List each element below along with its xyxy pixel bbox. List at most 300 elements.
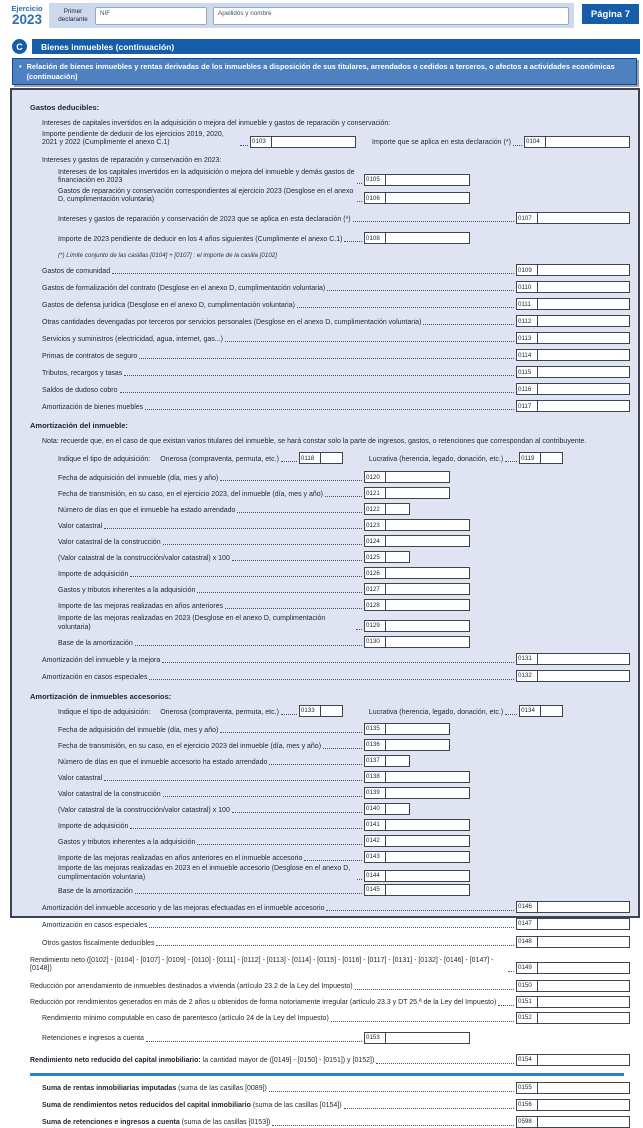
dotted-leader — [240, 145, 248, 146]
field-code: 0145 — [365, 885, 386, 895]
field-input[interactable] — [386, 584, 469, 594]
field-label — [42, 336, 223, 344]
field-box — [364, 803, 410, 815]
field-code: 0124 — [365, 536, 386, 546]
field-label-text: Amortización del inmueble accesorio y de las mejoras efectuadas en el inmueble accesorio — [42, 904, 325, 912]
form-row — [20, 957, 630, 974]
field-input[interactable] — [538, 401, 629, 411]
field-input[interactable] — [538, 213, 629, 223]
form-row — [20, 315, 630, 327]
field-label — [30, 1057, 374, 1065]
field-input[interactable] — [538, 1055, 629, 1065]
field-label — [58, 615, 354, 632]
form-row — [20, 400, 630, 412]
field-label — [42, 268, 110, 276]
field-box — [516, 1012, 630, 1024]
field-input[interactable] — [386, 175, 469, 185]
field-box — [516, 366, 630, 378]
form-row — [20, 503, 630, 515]
dotted-leader — [356, 629, 362, 630]
exercise-label: Ejercicio — [11, 4, 43, 13]
form-row — [20, 169, 630, 186]
field-input[interactable] — [386, 772, 469, 782]
field-label — [42, 1035, 144, 1043]
field-label-text: (Valor catastral de la construcción/valor catastral) x 100 — [58, 554, 230, 562]
field-label — [58, 523, 102, 531]
field-code: 0107 — [517, 213, 538, 223]
field-box — [516, 400, 630, 412]
dotted-leader — [237, 512, 362, 513]
section-divider — [30, 1073, 624, 1076]
field-code: 0141 — [365, 820, 386, 830]
field-input[interactable] — [538, 384, 629, 394]
field-label-text: Importe de adquisición — [58, 822, 129, 830]
dotted-leader — [269, 764, 362, 765]
field-label — [58, 216, 351, 224]
dotted-leader — [149, 679, 514, 680]
field-code: 0130 — [365, 637, 386, 647]
dotted-leader — [326, 910, 514, 911]
form-row — [20, 996, 630, 1008]
field-code: 0147 — [517, 919, 538, 929]
form-row — [20, 471, 630, 483]
field-input[interactable] — [538, 1100, 629, 1110]
dotted-leader — [162, 662, 514, 663]
field-input[interactable] — [386, 804, 409, 814]
field-input[interactable] — [386, 836, 469, 846]
field-input[interactable] — [386, 504, 409, 514]
field-box — [364, 870, 470, 882]
field-code: 0598 — [517, 1117, 538, 1127]
field-input[interactable] — [538, 981, 629, 991]
field-code: 0109 — [517, 265, 538, 275]
field-box — [299, 705, 343, 717]
field-code: 0110 — [517, 282, 538, 292]
dotted-leader — [353, 221, 514, 222]
field-label-text: Rendimiento mínimo computable en caso de parentesco (artículo 24 de la Ley del Impuesto) — [42, 1015, 329, 1023]
field-input[interactable] — [386, 852, 469, 862]
form-row — [20, 1054, 630, 1066]
form-row — [20, 787, 630, 799]
field-input[interactable] — [538, 282, 629, 292]
field-input[interactable] — [321, 453, 342, 463]
dotted-leader — [135, 645, 362, 646]
field-box — [364, 723, 450, 735]
field-code: 0139 — [365, 788, 386, 798]
form-row — [20, 366, 630, 378]
field-box — [364, 487, 450, 499]
dotted-leader — [104, 780, 362, 781]
field-code: 0126 — [365, 568, 386, 578]
field-code: 0103 — [251, 137, 272, 147]
field-input[interactable] — [538, 1117, 629, 1127]
field-code: 0143 — [365, 852, 386, 862]
field-label-text: Importe de 2023 pendiente de deducir en los 4 años siguientes (Cumplimente el anexo C.1) — [58, 235, 343, 243]
dotted-leader — [269, 1091, 514, 1092]
field-label-text: Importe de las mejoras realizadas en años anteriores — [58, 602, 223, 610]
dotted-leader — [513, 145, 522, 146]
field-input[interactable] — [538, 997, 629, 1007]
field-input[interactable] — [386, 600, 469, 610]
field-label — [42, 940, 154, 948]
declarant-strip — [49, 3, 574, 28]
field-label-text: (suma de las casillas [0154]) — [250, 1102, 342, 1110]
field-label — [42, 353, 137, 361]
field-label: Importe que se aplica en esta declaración (*) — [372, 139, 511, 147]
field-input[interactable] — [386, 740, 449, 750]
form-row — [20, 865, 630, 882]
field-box — [516, 212, 630, 224]
page-number-badge: Página 7 — [582, 4, 639, 24]
field-box — [364, 174, 470, 186]
form-row — [20, 723, 630, 735]
field-box — [519, 705, 563, 717]
field-input[interactable] — [386, 788, 469, 798]
form-row — [20, 851, 630, 863]
field-label — [58, 727, 218, 735]
dotted-leader — [130, 576, 362, 577]
field-input[interactable] — [538, 299, 629, 309]
form-row — [20, 653, 630, 665]
field-code: 0104 — [525, 137, 546, 147]
dotted-leader — [232, 812, 362, 813]
field-code: 0133 — [300, 706, 321, 716]
field-label — [58, 188, 355, 205]
field-code: 0134 — [520, 706, 541, 716]
form-row — [20, 383, 630, 395]
field-label — [42, 404, 143, 412]
field-box — [364, 535, 470, 547]
field-label-text: Amortización del inmueble y la mejora — [42, 656, 161, 664]
form-row — [20, 551, 630, 563]
field-label-text: Base de la amortización — [58, 887, 133, 895]
field-input[interactable] — [538, 265, 629, 275]
form-row — [20, 755, 630, 767]
field-label-text: Reducción por arrendamiento de inmuebles destinados a vivienda (artículo 23.2 de la Ley del Impuesto) — [30, 983, 353, 991]
section-heading — [20, 689, 630, 701]
field-box — [516, 936, 630, 948]
form-row — [20, 705, 630, 717]
field-input[interactable] — [386, 871, 469, 881]
dotted-leader — [498, 1005, 514, 1006]
field-code: 0144 — [365, 871, 386, 881]
dotted-leader — [357, 879, 362, 880]
field-label — [58, 236, 342, 244]
field-label-text: Valor catastral — [58, 522, 103, 530]
field-code: 0117 — [517, 401, 538, 411]
option-label: Lucrativa (herencia, legado, donación, etc.) — [368, 455, 504, 463]
field-input[interactable] — [386, 568, 469, 578]
field-input[interactable] — [386, 488, 449, 498]
field-input[interactable] — [538, 350, 629, 360]
field-box — [516, 962, 630, 974]
dotted-leader — [505, 461, 517, 462]
field-label — [42, 387, 118, 395]
dotted-leader — [163, 544, 362, 545]
dotted-leader — [331, 1021, 514, 1022]
field-code: 0127 — [365, 584, 386, 594]
section-subtitle-text: Relación de bienes inmuebles y rentas derivadas de los inmuebles a disposición de sus titulares, arrendados o cedidos a terceros, o afectos a actividades económicas (continuación) — [26, 62, 615, 81]
field-label-text: Valor catastral de la construcción — [58, 538, 161, 546]
field-code: 0136 — [365, 740, 386, 750]
field-label-text: Amortización de bienes muebles — [42, 403, 144, 411]
form-row — [20, 332, 630, 344]
form-row — [20, 980, 630, 992]
dotted-leader — [357, 183, 362, 184]
field-label-text: Gastos de reparación y conservación correspondientes al ejercicio 2023 (Desglose en el anexo D, cumplimentación voluntaria) — [58, 187, 354, 203]
dotted-leader — [156, 945, 514, 946]
field-label-text: Gastos de formalización del contrato (Desglose en el anexo D, cumplimentación voluntaria) — [42, 284, 326, 292]
field-box — [364, 787, 470, 799]
field-input[interactable] — [386, 1033, 469, 1043]
field-box — [299, 452, 343, 464]
footnote — [20, 247, 630, 259]
field-code: 0156 — [517, 1100, 538, 1110]
field-input[interactable] — [386, 820, 469, 830]
field-label-text: Fecha de transmisión, en su caso, en el ejercicio 2023, del inmueble (día, mes y año) — [58, 490, 323, 498]
field-label — [42, 302, 295, 310]
dotted-leader — [281, 714, 297, 715]
section-title: Bienes inmuebles (continuación) — [32, 39, 640, 54]
field-input[interactable] — [386, 637, 469, 647]
field-input[interactable] — [386, 552, 409, 562]
dotted-leader — [220, 732, 362, 733]
form-row — [20, 535, 630, 547]
field-code: 0116 — [517, 384, 538, 394]
dotted-leader — [327, 290, 514, 291]
field-input[interactable] — [538, 316, 629, 326]
field-input[interactable] — [321, 706, 342, 716]
field-box — [516, 653, 630, 665]
field-input[interactable] — [541, 706, 562, 716]
field-input[interactable] — [538, 671, 629, 681]
form-row — [20, 188, 630, 205]
field-label — [42, 1085, 267, 1093]
field-input[interactable] — [538, 963, 629, 973]
field-label — [42, 370, 122, 378]
heading-label: Amortización del inmueble: — [30, 421, 128, 431]
field-code: 0137 — [365, 756, 386, 766]
field-label-text: (suma de las casillas [0153]) — [179, 1119, 271, 1127]
form-row — [20, 670, 630, 682]
field-label-text: Intereses y gastos de reparación y conservación de 2023 que se aplica en esta declaración (*) — [58, 215, 351, 223]
field-label — [58, 743, 321, 751]
field-label-text: Retenciones e ingresos a cuenta — [42, 1035, 144, 1043]
field-box — [516, 670, 630, 682]
field-label — [30, 957, 506, 974]
field-label-text: Saldos de dudoso cobro — [42, 386, 118, 394]
field-box — [516, 264, 630, 276]
field-box — [516, 980, 630, 992]
dotted-leader — [225, 341, 514, 342]
field-box — [364, 851, 470, 863]
field-label-text: Rendimiento neto ([0102] - [0104] - [0107] - [0109] - [0110] - [0111] - [0112] - [0113] - [0114] - [0115] - [0116] - [0117] - [0131] - [0132] - [0146] - [0147] - [0148]) — [30, 956, 494, 973]
field-code: 0121 — [365, 488, 386, 498]
name-input[interactable]: Apellidos y nombre — [213, 7, 569, 25]
section-heading — [20, 100, 630, 112]
page-header — [5, 3, 639, 29]
dotted-leader — [357, 201, 362, 202]
field-label: Indique el tipo de adquisición: — [58, 455, 151, 463]
field-input[interactable] — [386, 756, 409, 766]
form-row — [20, 1012, 630, 1024]
field-box — [516, 1116, 630, 1128]
dotted-leader — [112, 273, 514, 274]
form-row — [20, 131, 630, 148]
field-input[interactable] — [386, 233, 469, 243]
form-body — [10, 88, 640, 1127]
field-input[interactable] — [538, 919, 629, 929]
field-code: 0155 — [517, 1083, 538, 1093]
field-code: 0131 — [517, 654, 538, 664]
dotted-leader — [505, 714, 517, 715]
field-label: Indique el tipo de adquisición: — [58, 708, 151, 716]
form-row — [20, 599, 630, 611]
field-input[interactable] — [538, 902, 629, 912]
field-input[interactable] — [538, 654, 629, 664]
field-label-text: Fecha de adquisición del inmueble (día, mes y año) — [58, 474, 219, 482]
dotted-leader — [323, 748, 362, 749]
field-box — [516, 383, 630, 395]
field-box — [516, 1099, 630, 1111]
field-label — [58, 888, 133, 896]
dotted-leader — [120, 392, 515, 393]
field-code: 0105 — [365, 175, 386, 185]
field-label — [58, 807, 230, 815]
field-box — [516, 298, 630, 310]
field-label-text: Reducción por rendimientos generados en más de 2 años u obtenidos de forma notoriamente irregular (artículo 23.3 y DT 25.ª de la Ley del Impuesto) — [30, 999, 497, 1007]
field-code: 0132 — [517, 671, 538, 681]
field-box — [364, 551, 410, 563]
field-label — [58, 507, 235, 515]
exercise-block — [5, 3, 49, 27]
field-label — [58, 823, 128, 831]
field-box — [364, 884, 470, 896]
field-code: 0118 — [300, 453, 321, 463]
field-label — [58, 603, 223, 611]
field-label-text: (suma de las casillas [0089]) — [176, 1085, 267, 1093]
field-label — [42, 319, 421, 327]
form-row — [20, 1032, 630, 1044]
field-input[interactable] — [386, 536, 469, 546]
field-label — [42, 922, 147, 930]
field-box — [364, 835, 470, 847]
static-label: Intereses de capitales invertidos en la adquisición o mejora del inmueble y gastos de reparación y conservación: — [42, 119, 391, 127]
field-label-text: Gastos y tributos inherentes a la adquisición — [58, 586, 196, 594]
field-label-text: Intereses de los capitales invertidos en la adquisición o mejora del inmueble y demás gastos de financiación en 2023 — [58, 168, 355, 185]
field-code: 0154 — [517, 1055, 538, 1065]
bullet-icon: • — [19, 62, 22, 71]
form-row — [20, 835, 630, 847]
field-label-text: Fecha de transmisión, en su caso, en el ejercicio 2023 del inmueble (día, mes y año) — [58, 742, 322, 750]
field-box — [364, 192, 470, 204]
form-row — [20, 212, 630, 224]
field-code: 0123 — [365, 520, 386, 530]
field-box — [364, 471, 450, 483]
field-input[interactable] — [546, 137, 629, 147]
field-label — [42, 285, 325, 293]
nif-input[interactable]: NIF — [95, 7, 207, 25]
field-input[interactable] — [386, 885, 469, 895]
dotted-leader — [124, 375, 514, 376]
field-code: 0129 — [365, 621, 386, 631]
field-input[interactable] — [386, 724, 449, 734]
field-box — [364, 503, 410, 515]
form-row — [20, 264, 630, 276]
field-code: 0138 — [365, 772, 386, 782]
field-label: Importe pendiente de deducir de los ejercicios 2019, 2020, 2021 y 2022 (Cumplimente el anexo C.1) — [42, 131, 224, 147]
dotted-leader — [325, 496, 362, 497]
field-input[interactable] — [386, 472, 449, 482]
field-box — [364, 771, 470, 783]
form-row — [20, 567, 630, 579]
exercise-year: 2023 — [11, 11, 43, 27]
field-code: 0108 — [365, 233, 386, 243]
field-label-text: Número de días en que el inmueble ha estado arrendado — [58, 506, 236, 514]
form-row — [20, 298, 630, 310]
dotted-leader — [423, 324, 514, 325]
field-label — [42, 905, 324, 913]
field-box — [516, 996, 630, 1008]
footnote-label: (*) Límite conjunto de las casillas [0104] + [0107] : el importe de la casilla [0102] — [58, 251, 277, 259]
field-label — [58, 791, 161, 799]
field-box — [364, 232, 470, 244]
field-label — [58, 759, 267, 767]
field-box — [516, 1054, 630, 1066]
field-input[interactable] — [386, 193, 469, 203]
field-box — [250, 136, 356, 148]
field-code: 0140 — [365, 804, 386, 814]
declarant-label: Primer declarante — [58, 8, 88, 23]
field-code: 0148 — [517, 937, 538, 947]
form-row — [20, 819, 630, 831]
field-label-text: Amortización en casos especiales — [42, 673, 148, 681]
dotted-leader — [149, 927, 514, 928]
field-code: 0113 — [517, 333, 538, 343]
field-input[interactable] — [541, 453, 562, 463]
field-input[interactable] — [272, 137, 355, 147]
field-input[interactable] — [538, 333, 629, 343]
field-label-bold: Suma de rendimientos netos reducidos del capital inmobiliario — [42, 1102, 251, 1110]
field-label-text: Importe de las mejoras realizadas en años anteriores en el inmueble accesorio — [58, 854, 303, 862]
field-label-text: Primas de contratos de seguro — [42, 352, 138, 360]
field-box — [364, 1032, 470, 1044]
field-label-bold: Rendimiento neto reducido del capital inmobiliario: — [30, 1057, 201, 1065]
field-label-text: Fecha de adquisición del inmueble (día, mes y año) — [58, 726, 219, 734]
field-label — [42, 1015, 329, 1023]
dotted-leader — [297, 307, 514, 308]
field-label — [42, 1119, 270, 1127]
field-box — [516, 1082, 630, 1094]
field-input[interactable] — [538, 1013, 629, 1023]
field-label — [58, 640, 133, 648]
dotted-leader — [145, 409, 514, 410]
section-subtitle — [12, 58, 637, 85]
field-code: 0149 — [517, 963, 538, 973]
field-code: 0153 — [365, 1033, 386, 1043]
form-row — [20, 1116, 630, 1128]
field-label — [30, 983, 353, 991]
form-row — [20, 771, 630, 783]
field-input[interactable] — [386, 621, 469, 631]
field-code: 0111 — [517, 299, 538, 309]
field-input[interactable] — [538, 937, 629, 947]
field-input[interactable] — [538, 367, 629, 377]
option-label: Onerosa (compraventa, permuta, etc.) — [160, 708, 279, 716]
field-input[interactable] — [538, 1083, 629, 1093]
field-input[interactable] — [386, 520, 469, 530]
dotted-leader — [355, 989, 514, 990]
